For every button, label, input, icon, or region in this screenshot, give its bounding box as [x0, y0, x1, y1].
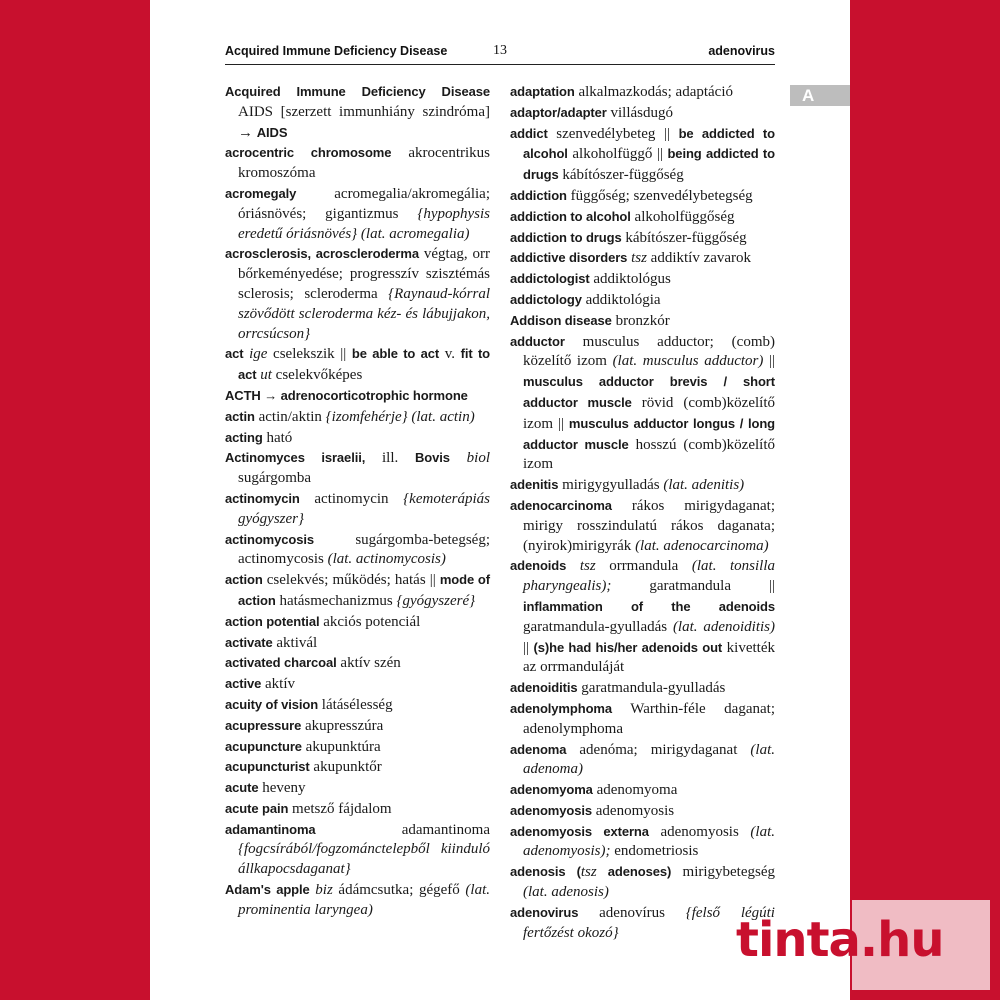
- dictionary-entry: [510, 103, 775, 124]
- definition-text: endometriosis: [610, 843, 699, 860]
- italic-note: {izomfehérje} (lat. actin): [325, 408, 475, 425]
- headword: adenoids: [510, 558, 567, 574]
- dictionary-entry: [510, 186, 775, 207]
- headword: mode of action: [238, 572, 490, 608]
- headword: acute pain: [225, 800, 289, 816]
- headword: acupuncture: [225, 738, 302, 754]
- definition-text: akciós potenciál: [319, 613, 421, 630]
- definition-text: adenomyosis: [592, 802, 675, 819]
- headword: addictology: [510, 291, 582, 307]
- dictionary-entry: [225, 530, 490, 571]
- definition-text: adenóma; mirigydaganat: [566, 741, 751, 758]
- definition-text: bronzkór: [611, 312, 670, 329]
- italic-note: (lat. adenosis): [523, 884, 609, 901]
- definition-text: cselekvőképes: [271, 367, 363, 384]
- headword: acromegaly: [225, 185, 297, 201]
- headword: adenocarcinoma: [510, 497, 612, 513]
- watermark-logo: tinta.hu: [736, 912, 944, 968]
- dictionary-entry: [225, 612, 490, 633]
- definition-text: kivették az orrmanduláját: [523, 639, 775, 676]
- headword: be addicted to alcohol: [523, 125, 775, 162]
- definition-text: ||: [763, 353, 775, 370]
- definition-text: adenomyosis: [648, 823, 751, 840]
- headword: addiction to alcohol: [510, 208, 631, 224]
- definition-text: kábítószer-függőség: [621, 229, 747, 246]
- italic-note: {kemoterápiás gyógyszer}: [238, 490, 490, 527]
- definition-text: mirigygyulladás: [558, 477, 664, 494]
- headword: adaptor/adapter: [510, 104, 607, 120]
- definition-text: alkalmazkodás; adaptáció: [574, 84, 733, 100]
- headword: acting: [225, 429, 263, 445]
- left-column: [225, 82, 490, 921]
- definition-text: garatmandula ||: [611, 578, 775, 595]
- definition-text: cselekszik ||: [267, 346, 352, 363]
- italic-note: (lat. musculus adductor): [612, 353, 764, 370]
- headword: Acquired Immune Deficiency Disease: [225, 84, 490, 99]
- italic-note: (lat. adenitis): [663, 477, 745, 494]
- definition-text: acromegalia/akromegália; óriásnövés; gigantizmus: [238, 185, 490, 222]
- italic-note: (lat. prominentia laryngea): [238, 882, 490, 918]
- headword: adamantinoma: [225, 821, 316, 837]
- definition-text: végtag, orr bőrkeményedése; progresszív szisztémás sclerosis; scleroderma: [238, 246, 490, 302]
- headword: actin: [225, 408, 255, 424]
- headword: activate: [225, 634, 273, 650]
- dictionary-entry: [225, 653, 490, 674]
- headword: actinomycin: [225, 490, 300, 506]
- headword: adenomyoma: [510, 782, 593, 798]
- definition-text: aktív szén: [336, 655, 401, 672]
- definition-text: garatmandula-gyulladás: [577, 680, 726, 697]
- headword: act: [225, 346, 244, 362]
- definition-text: actin/aktin: [254, 408, 326, 425]
- dictionary-entry: [510, 248, 775, 269]
- definition-text: alkoholfüggőség: [630, 208, 735, 225]
- dictionary-entry: [225, 799, 490, 820]
- headword: acrosclerosis, acroscleroderma: [225, 246, 419, 262]
- headword: adenolymphoma: [510, 700, 612, 716]
- italic-note: biz: [315, 882, 333, 899]
- letter-tab[interactable]: A: [790, 85, 850, 106]
- headword: musculus adductor longus / long adductor muscle: [523, 415, 776, 452]
- dictionary-entry: [225, 489, 490, 530]
- definition-text: orrmandula: [595, 558, 692, 575]
- headword: adaptation: [510, 84, 575, 99]
- definition-text: adenomyoma: [592, 782, 678, 799]
- italic-note: {fogcsírából/fogzománctelepből kiinduló állkapocsdaganat}: [238, 841, 490, 878]
- definition-text: szenvedélybeteg ||: [547, 125, 679, 142]
- dictionary-entry: [225, 386, 490, 407]
- dictionary-entry: [225, 778, 490, 799]
- definition-text: akupresszúra: [301, 717, 384, 734]
- dictionary-entry: [225, 716, 490, 737]
- definition-text: hosszú (comb)közelítő izom: [523, 436, 776, 473]
- italic-note: (lat. adenomyosis);: [523, 823, 775, 860]
- dictionary-entry: [225, 428, 490, 449]
- dictionary-entry: [510, 496, 775, 556]
- dictionary-entry: [225, 633, 490, 654]
- definition-text: rákos mirigydaganat; mirigy rosszindulatú rákos daganata; (nyirok)mirigyrák: [523, 497, 775, 554]
- definition-text: cselekvés; működés; hatás ||: [262, 572, 440, 589]
- headword: Adam's apple: [225, 882, 310, 898]
- italic-note: (lat. adenoma): [523, 741, 775, 778]
- headword: addictive disorders: [510, 250, 628, 266]
- dictionary-entry: [510, 332, 775, 476]
- italic-note: {felső légúti fertőzést okozó}: [523, 904, 775, 941]
- definition-text: alkoholfüggő ||: [567, 146, 668, 163]
- headword: acupuncturist: [225, 759, 310, 775]
- headword: fit to act: [238, 346, 491, 383]
- italic-note: tsz: [631, 250, 647, 267]
- italic-note: tsz: [579, 558, 596, 575]
- headword: Bovis: [415, 450, 450, 466]
- running-head: [225, 42, 775, 65]
- definition-text: akupunktőr: [309, 759, 382, 776]
- page-number: 13: [493, 43, 507, 58]
- dictionary-entry: [225, 407, 490, 428]
- dictionary-entry: [510, 862, 775, 903]
- definition-text: garatmandula-gyulladás: [523, 618, 673, 635]
- headword: adenoses): [596, 864, 672, 880]
- dictionary-entry: [510, 699, 775, 740]
- definition-text: sugárgomba: [238, 470, 312, 487]
- definition-text: rövid (comb)közelítő izom ||: [523, 394, 775, 432]
- definition-text: heveny: [258, 780, 306, 797]
- headword: adenovirus: [510, 904, 579, 920]
- italic-note: (lat. adenoiditis): [672, 618, 775, 635]
- header-first-entry: Acquired Immune Deficiency Disease: [225, 44, 448, 58]
- dictionary-entry: [225, 695, 490, 716]
- dictionary-entry: [225, 570, 490, 612]
- headword: acrocentric chromosome: [225, 145, 392, 161]
- headword: adductor: [510, 333, 565, 349]
- dictionary-entry: [510, 475, 775, 496]
- headword: acupressure: [225, 717, 302, 733]
- italic-note: (lat. adenocarcinoma): [635, 537, 769, 554]
- definition-text: ||: [523, 639, 534, 656]
- headword: action potential: [225, 613, 320, 629]
- definition-text: hatásmechanizmus: [275, 592, 397, 609]
- dictionary-entry: [225, 880, 490, 921]
- headword: addictologist: [510, 271, 590, 287]
- headword: be able to act: [351, 346, 440, 362]
- definition-text: addiktológia: [581, 291, 661, 308]
- dictionary-entry: [225, 448, 490, 489]
- definition-text: akrocentrikus kromoszóma: [238, 145, 490, 182]
- italic-note: ut: [260, 367, 272, 384]
- dictionary-entry: [225, 820, 490, 880]
- headword: adenomyosis: [510, 802, 592, 818]
- headword: ACTH → adrenocorticotrophic hormone: [225, 387, 468, 403]
- headword: musculus adductor brevis / short adductor muscle: [523, 374, 775, 410]
- italic-note: tsz: [580, 864, 597, 881]
- right-column: [510, 82, 775, 943]
- dictionary-entry: [510, 228, 775, 249]
- italic-note: (lat. tonsilla pharyngealis);: [523, 558, 776, 595]
- headword: adenomyosis externa: [510, 823, 649, 839]
- dictionary-entry: [225, 184, 490, 244]
- dictionary-entry: [225, 344, 490, 386]
- headword: actinomycosis: [225, 531, 315, 547]
- dictionary-entry: [510, 740, 775, 781]
- definition-text: adenovírus: [578, 904, 686, 921]
- headword: activated charcoal: [225, 655, 337, 671]
- headword: adenoiditis: [510, 680, 578, 696]
- dictionary-entry: [225, 82, 490, 143]
- dictionary-entry: [510, 290, 775, 311]
- headword: AIDS: [256, 124, 288, 140]
- definition-text: AIDS [szerzett immunhiány szindróma] →: [238, 103, 490, 141]
- headword: action: [225, 572, 263, 588]
- headword: addiction to drugs: [510, 229, 622, 245]
- dictionary-entry: [510, 780, 775, 801]
- dictionary-entry: [510, 822, 775, 863]
- dictionary-entry: [225, 757, 490, 778]
- definition-text: v.: [439, 346, 461, 363]
- definition-text: látásélesség: [318, 696, 393, 713]
- headword: Addison disease: [510, 312, 612, 328]
- definition-text: mirigybetegség: [671, 864, 775, 881]
- italic-note: {Raynaud-kórral szövődött scleroderma kéz- és lábujjakon, orrcsúcson}: [238, 285, 490, 342]
- dictionary-entry: [225, 143, 490, 184]
- headword: adenitis: [510, 477, 559, 493]
- italic-note: biol: [466, 450, 490, 467]
- headword: acute: [225, 780, 259, 796]
- dictionary-entry: [510, 124, 775, 186]
- definition-text: ható: [262, 429, 293, 446]
- italic-note: {gyógyszeré}: [396, 592, 476, 609]
- headword: addict: [510, 125, 548, 141]
- definition-text: Warthin-féle daganat; adenolymphoma: [523, 700, 775, 737]
- definition-text: aktivál: [272, 634, 318, 651]
- definition-text: metsző fájdalom: [288, 800, 392, 817]
- definition-text: [566, 558, 580, 574]
- italic-note: {hypophysis eredetű óriásnövés} (lat. acromegalia): [238, 205, 490, 242]
- headword: addiction: [510, 187, 567, 203]
- dictionary-entry: [510, 269, 775, 290]
- definition-text: addiktív zavarok: [646, 250, 752, 267]
- headword: adenoma: [510, 741, 567, 757]
- definition-text: kábítószer-függőség: [558, 167, 684, 184]
- dictionary-entry: [225, 674, 490, 695]
- definition-text: függőség; szenvedélybetegség: [566, 187, 753, 204]
- dictionary-entry: [510, 207, 775, 228]
- definition-text: aktív: [261, 676, 296, 693]
- dictionary-entry: [510, 801, 775, 822]
- dictionary-entry: [510, 82, 775, 103]
- definition-text: villásdugó: [606, 104, 673, 121]
- headword: acuity of vision: [225, 696, 319, 712]
- italic-note: (lat. actinomycosis): [327, 551, 446, 568]
- definition-text: ill.: [365, 450, 415, 467]
- dictionary-entry: [225, 737, 490, 758]
- definition-text: actinomycin: [299, 490, 404, 507]
- headword: (s)he had his/her adenoids out: [533, 639, 723, 655]
- dictionary-entry: [510, 311, 775, 332]
- headword: active: [225, 676, 262, 692]
- definition-text: adamantinoma: [315, 821, 490, 838]
- headword: inflammation of the adenoids: [523, 598, 775, 614]
- definition-text: akupunktúra: [301, 738, 381, 755]
- definition-text: addiktológus: [589, 271, 671, 288]
- dictionary-page: [150, 0, 850, 1000]
- headword: being addicted to drugs: [523, 146, 775, 183]
- definition-text: [450, 450, 467, 466]
- italic-note: ige: [249, 346, 268, 363]
- dictionary-entry: [510, 556, 775, 678]
- header-last-entry: adenovirus: [708, 44, 775, 58]
- definition-text: ádámcsutka; gégefő: [332, 882, 466, 899]
- headword: Actinomyces israelii,: [225, 450, 366, 466]
- definition-text: musculus adductor; (comb) közelítő izom: [523, 333, 775, 370]
- headword: adenosis (: [510, 864, 581, 880]
- dictionary-entry: [510, 678, 775, 699]
- dictionary-entry: [225, 244, 490, 344]
- definition-text: sugárgomba-betegség; actinomycosis: [238, 531, 490, 568]
